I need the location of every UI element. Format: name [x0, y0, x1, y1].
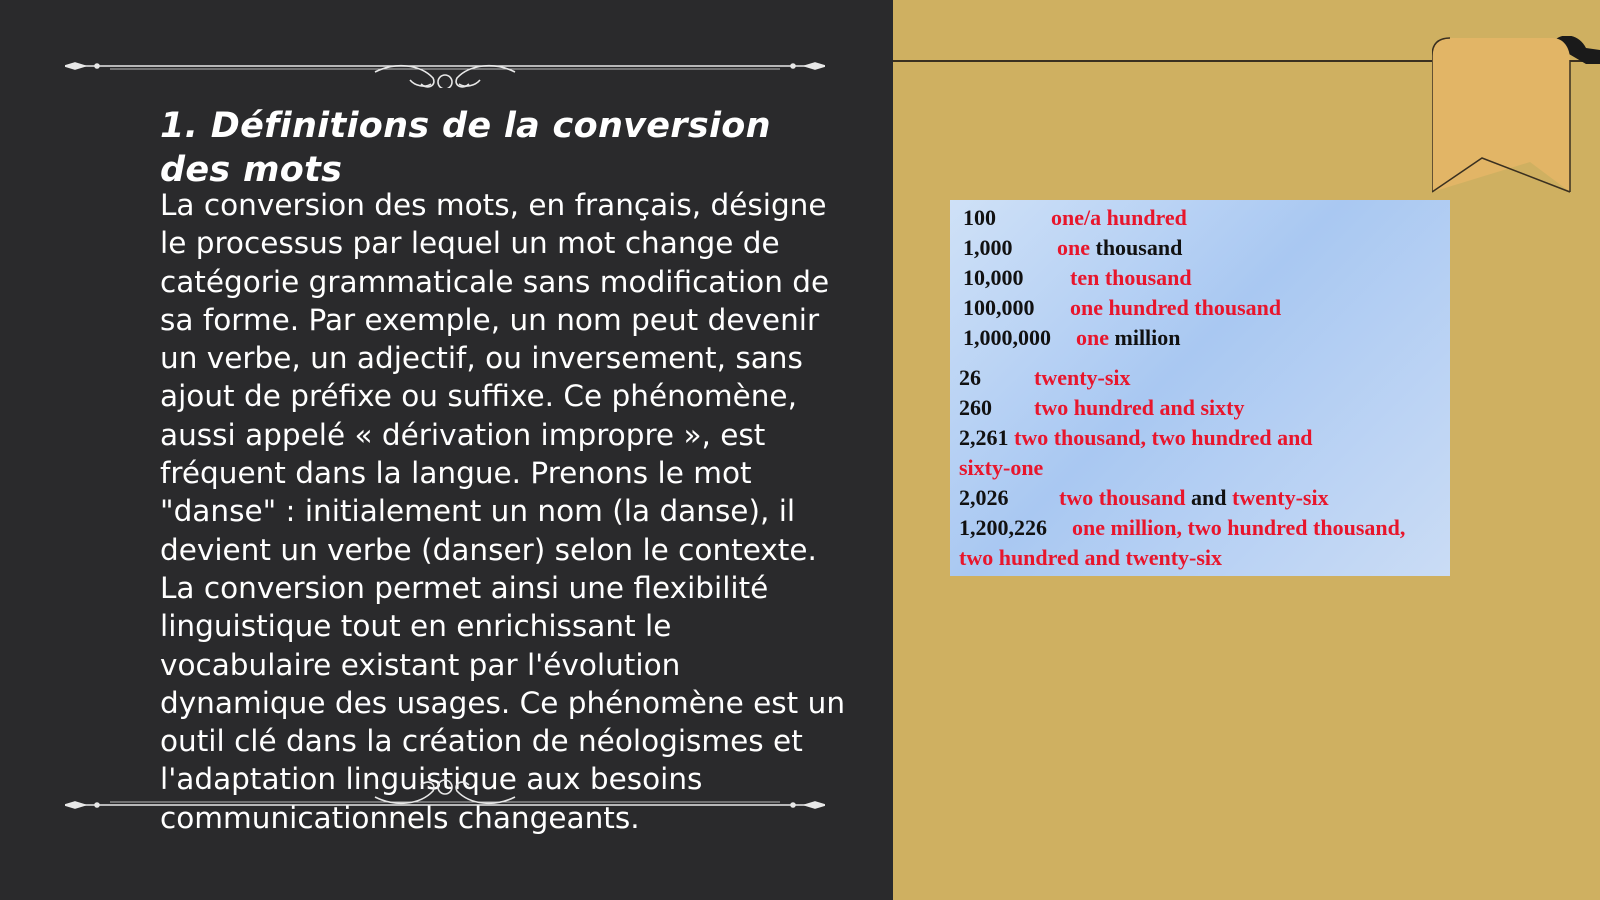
- row-words: two thousand: [1059, 485, 1186, 510]
- row-words-tail: twenty-six: [1232, 485, 1329, 510]
- row-words: one/a hundred: [1051, 205, 1187, 230]
- number-row: [959, 543, 1222, 573]
- row-number: 1,000: [963, 235, 1013, 260]
- row-words: twenty-six: [1034, 365, 1131, 390]
- number-row: [959, 483, 1329, 513]
- row-words: two hundred and twenty-six: [959, 545, 1223, 570]
- row-number: 2,026: [959, 485, 1009, 510]
- number-row: [963, 263, 1192, 293]
- number-words-image: [950, 200, 1450, 576]
- number-row: [963, 323, 1181, 353]
- row-words: one hundred thousand: [1070, 295, 1282, 320]
- row-number: 100: [963, 205, 996, 230]
- row-number: 1,000,000: [963, 325, 1051, 350]
- row-words: two thousand, two hundred and: [1008, 425, 1313, 450]
- row-number: 100,000: [963, 295, 1035, 320]
- row-words-black: million: [1109, 325, 1181, 350]
- number-row: [963, 203, 1187, 233]
- row-words: two hundred and sixty: [1034, 395, 1245, 420]
- row-number: 260: [959, 395, 992, 420]
- number-row: [959, 363, 1131, 393]
- row-number: 10,000: [963, 265, 1024, 290]
- bottom-flourish-ornament: [65, 775, 825, 815]
- row-words-black: and: [1185, 485, 1233, 510]
- slide-title: 1. Définitions de la conversion des mots: [160, 106, 771, 190]
- number-row: [959, 453, 1043, 483]
- bookmark-ribbon: [1432, 36, 1600, 201]
- slide-body-text: La conversion des mots, en français, désigne le processus par lequel un mot change de catégorie grammaticale sans modification de sa forme. Par exemple, un nom peut devenir un verbe, un adjectif, ou inversement, sans ajout de préfixe ou suffixe. Ce phénomène, aussi appelé « dérivation impropre », est fréquent dans la langue. Prenons le mot "danse" : initialement un nom (la danse), il devient un verbe (danser) selon le contexte. La conversion permet ainsi une flexibilité linguistique tout en enrichissant le vocabulaire existant par l'évolution dynamique des usages. Ce phénomène est un outil clé dans la création de néologismes et l'adaptation linguistique aux besoins communicationnels changeants.: [160, 188, 846, 835]
- number-row: [959, 513, 1406, 543]
- row-number: 26: [959, 365, 981, 390]
- row-words: one: [1076, 325, 1109, 350]
- row-number: 1,200,226: [959, 515, 1047, 540]
- number-row: [959, 423, 1313, 453]
- number-row: [963, 233, 1183, 263]
- top-flourish-ornament: [65, 48, 825, 88]
- row-words: ten thousand: [1070, 265, 1192, 290]
- number-row: [959, 393, 1245, 423]
- row-words: sixty-one: [959, 455, 1044, 480]
- number-row: [963, 293, 1282, 323]
- row-number: 2,261: [959, 425, 1009, 450]
- row-words-black: thousand: [1090, 235, 1183, 260]
- row-words: one million, two hundred thousand,: [1072, 515, 1406, 540]
- row-words: one: [1057, 235, 1090, 260]
